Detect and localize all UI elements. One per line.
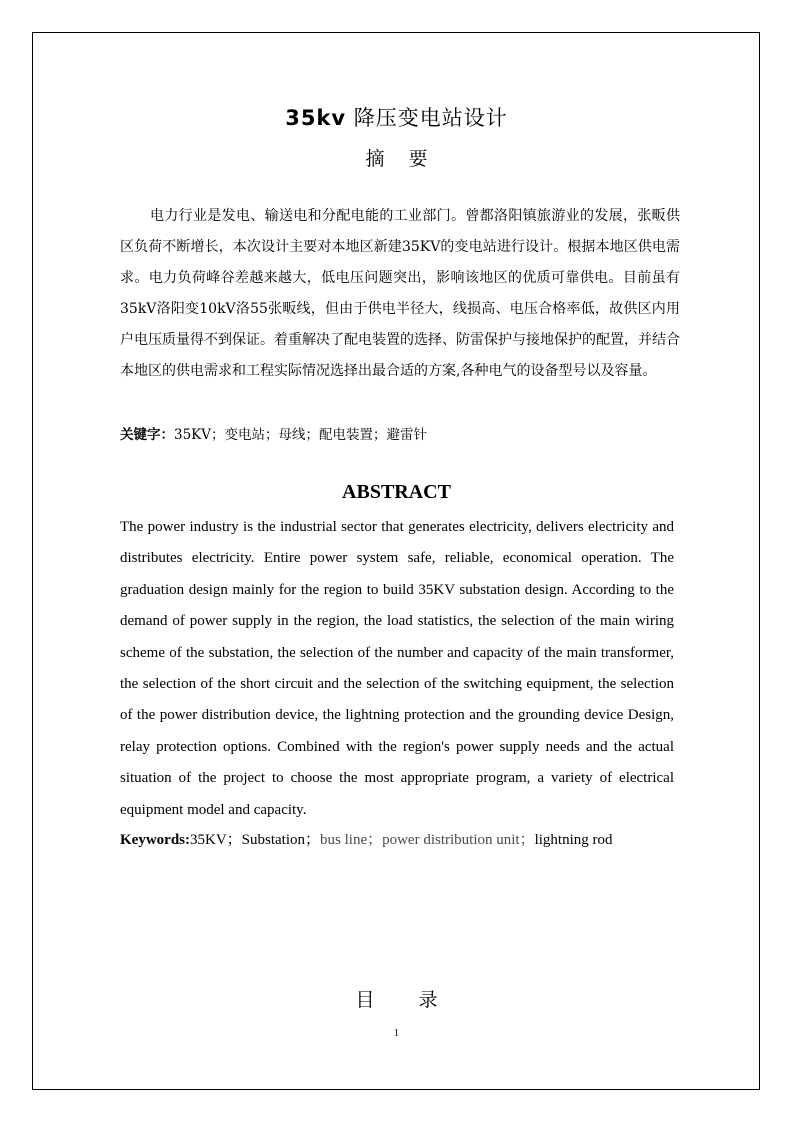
abstract-cn-heading: 摘要 xyxy=(365,148,452,170)
keywords-en-label: Keywords: xyxy=(120,832,190,848)
abstract-cn-keywords xyxy=(120,420,680,450)
abstract-en-keywords xyxy=(120,825,720,855)
keywords-en-value-3: lightning rod xyxy=(534,832,613,848)
keywords-en-value-2: bus line；power distribution unit； xyxy=(320,832,535,848)
abstract-cn-body: 电力行业是发电、输送电和分配电能的工业部门。曾都洛阳镇旅游业的发展，张畈供区负荷不断增长，本次设计主要对本地区新建35KV的变电站进行设计。根据本地区供电需求。电力负荷峰谷差越来越大，低电压问题突出，影响该地区的优质可靠供电。目前虽有35kV洛阳变10kV洛55张畈线，但由于供电半径大，线损高、电压合格率低，故供区内用户电压质量得不到保证。着重解决了配电装置的选择、防雷保护与接地保护的配置，并结合本地区的供电需求和工程实际情况选择出最合适的方案,各种电气的设备型号以及容量。 xyxy=(120,208,680,379)
document-title-suffix: 降压变电站设计 xyxy=(346,106,508,130)
document-title-prefix: 35kv xyxy=(285,106,347,130)
toc-heading: 目录 xyxy=(355,989,482,1011)
document-title xyxy=(0,103,793,133)
abstract-en-heading: ABSTRACT xyxy=(342,481,451,503)
abstract-en-body: The power industry is the industrial sector that generates electricity, delivers electricity and distributes electricity. Entire power system safe, reliable, economical operation. The graduation design mainly for the region to build 35KV substation design. According to the demand of power supply in the region, the load statistics, the selection of the main wiring scheme of the substation, the selection of the number and capacity of the main transformer, the selection of the short circuit and the selection of the switching equipment, the selection of the power distribution device, the lightning protection and the grounding device Design, relay protection options. Combined with the region's power supply needs and the actual situation of the project to choose the most appropriate program, a variety of electrical equipment model and capacity. xyxy=(120,519,674,818)
page-number: 1 xyxy=(394,1028,399,1039)
keywords-cn-label: 关键字： xyxy=(120,427,174,443)
keywords-en-value-1: 35KV；Substation； xyxy=(190,832,321,848)
keywords-cn-value: 35KV；变电站；母线；配电装置；避雷针 xyxy=(174,427,428,443)
